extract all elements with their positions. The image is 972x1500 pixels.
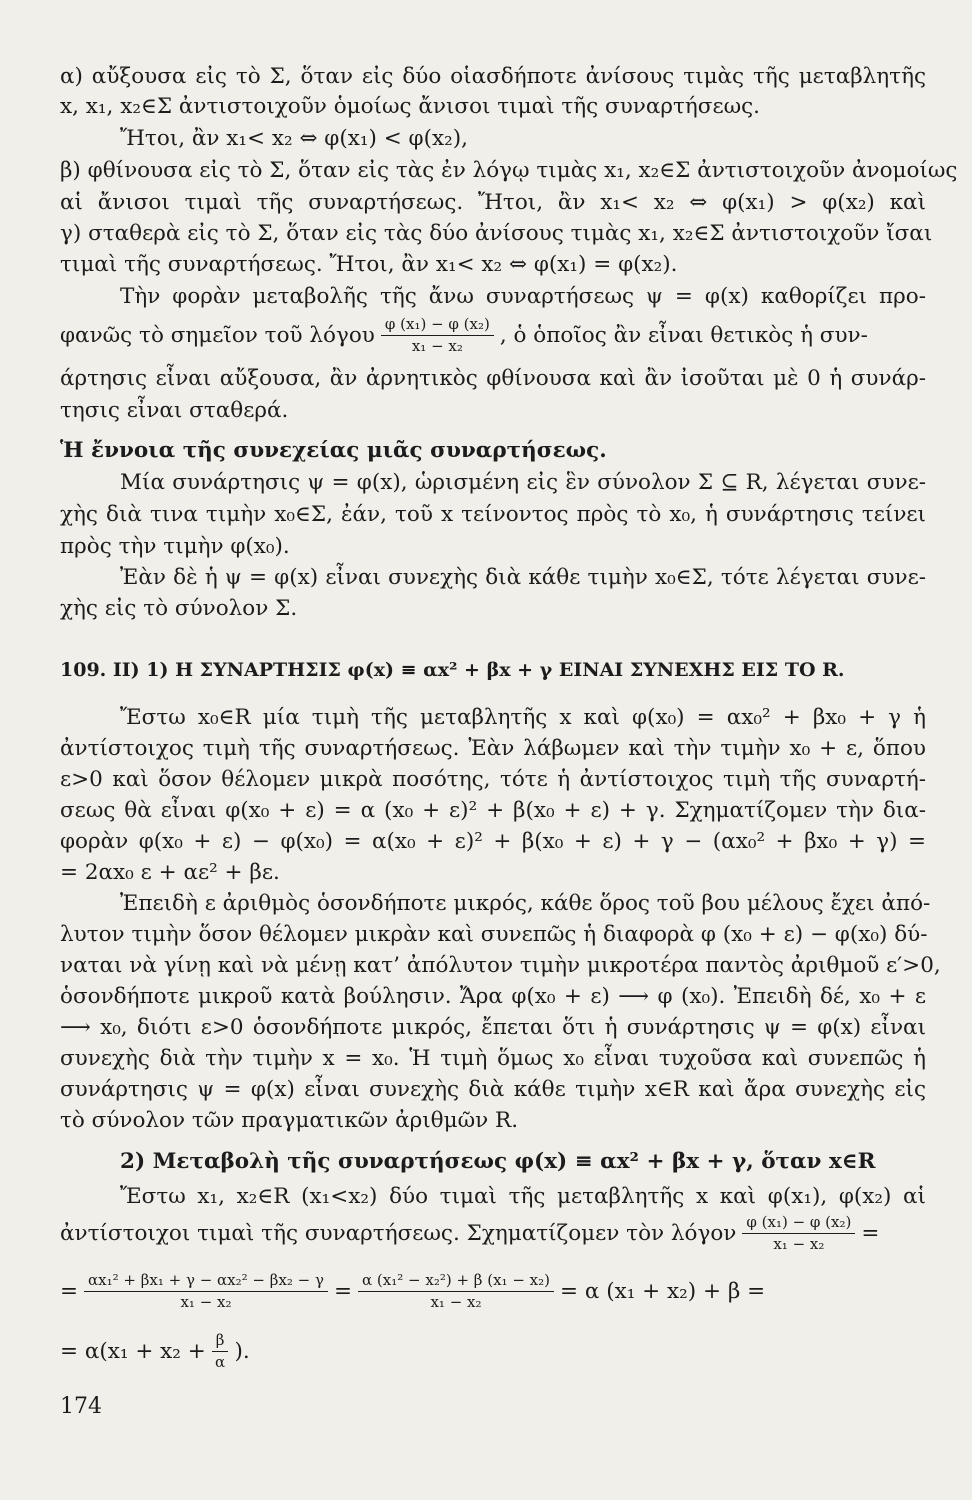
text-line: συνεχὴς διὰ τὴν τιμὴν x = x₀. Ἡ τιμὴ ὅμως x₀ εἶναι τυχοῦσα καὶ συνεπῶς ἡ xyxy=(60,1046,926,1071)
text-line: β) φθίνουσα εἰς τὸ Σ, ὅταν εἰς τὰς ἐν λόγῳ τιμὰς x₁, x₂∈Σ ἀντιστοιχοῦν ἀνομοίως xyxy=(60,158,958,183)
fraction-numerator: φ (x₁) − φ (x₂) xyxy=(381,317,494,336)
text-line-with-fraction xyxy=(60,1210,926,1256)
text-line: = 2αx₀ ε + αε² + βε. xyxy=(60,860,280,885)
fraction-denominator: x₁ − x₂ xyxy=(430,1292,482,1311)
text-line-with-fraction xyxy=(60,312,926,358)
fraction-numerator: α (x₁² − x₂²) + β (x₁ − x₂) xyxy=(358,1273,554,1292)
text-line: Ἐὰν δὲ ἡ ψ = φ(x) εἶναι συνεχὴς διὰ κάθε τιμὴν x₀∈Σ, τότε λέγεται συνε- xyxy=(120,565,926,590)
text-line: Τὴν φορὰν μεταβολῆς τῆς ἄνω συναρτήσεως ψ = φ(x) καθορίζει προ- xyxy=(120,284,926,309)
text-line: συνάρτησις ψ = φ(x) εἶναι συνεχὴς διὰ κάθε τιμὴν x∈R καὶ ἄρα συνεχὴς εἰς xyxy=(60,1077,926,1102)
text-line: αἱ ἄνισοι τιμαὶ τῆς συναρτήσεως. Ἤτοι, ἂν x₁< x₂ ⇔ φ(x₁) > φ(x₂) καὶ xyxy=(60,190,927,215)
fraction-numerator: αx₁² + βx₁ + γ − αx₂² − βx₂ − γ xyxy=(84,1273,328,1292)
equation-fraction xyxy=(84,1270,328,1311)
fraction-denominator: α xyxy=(215,1352,226,1371)
page-number: 174 xyxy=(60,1394,102,1419)
subsection-title: 2) Μεταβολὴ τῆς συναρτήσεως φ(x) ≡ αx² + βx + γ, ὅταν x∈R xyxy=(120,1149,876,1174)
fraction-denominator: x₁ − x₂ xyxy=(773,1234,825,1253)
text-line: Ἔστω x₁, x₂∈R (x₁<x₂) δύο τιμαὶ τῆς μεταβλητῆς x καὶ φ(x₁), φ(x₂) αἱ xyxy=(120,1184,926,1209)
text-line: Μία συνάρτησις ψ = φ(x), ὡρισμένη εἰς ἓν σύνολον Σ ⊆ R, λέγεται συνε- xyxy=(120,470,926,495)
text-fragment: φανῶς τὸ σημεῖον τοῦ λόγου xyxy=(60,322,375,348)
text-line: πρὸς τὴν τιμὴν φ(x₀). xyxy=(60,534,290,559)
text-line: ὁσονδήποτε μικροῦ κατὰ βούλησιν. Ἄρα φ(x₀ + ε) ⟶ φ (x₀). Ἐπειδὴ δέ, x₀ + ε xyxy=(60,984,926,1009)
text-line: τησις εἶναι σταθερά. xyxy=(60,398,289,423)
text-line: ⟶ x₀, διότι ε>0 ὁσονδήποτε μικρός, ἔπεται ὅτι ἡ συνάρτησις ψ = φ(x) εἶναι xyxy=(60,1015,926,1040)
fraction-numerator: β xyxy=(212,1333,229,1352)
text-fragment: = α (x₁ + x₂) + β = xyxy=(560,1278,766,1304)
fraction-denominator: x₁ − x₂ xyxy=(180,1292,232,1311)
fraction-numerator: φ (x₁) − φ (x₂) xyxy=(742,1215,855,1234)
equation-fraction xyxy=(358,1270,554,1311)
text-fragment: = xyxy=(861,1220,880,1246)
ratio-fraction xyxy=(381,314,494,355)
text-line: ε>0 καὶ ὅσον θέλομεν μικρὰ ποσότης, τότε ἡ ἀντίστοιχος τιμὴ τῆς συναρτή- xyxy=(60,767,926,792)
text-line: τὸ σύνολον τῶν πραγματικῶν ἀριθμῶν R. xyxy=(60,1108,519,1133)
text-line: άρτησις εἶναι αὔξουσα, ἂν ἀρνητικὸς φθίνουσα καὶ ἂν ἰσοῦται μὲ 0 ἡ συνάρ- xyxy=(60,366,926,391)
text-line: x, x₁, x₂∈Σ ἀντιστοιχοῦν ὁμοίως ἄνισοι τιμαὶ τῆς συναρτήσεως. xyxy=(60,94,761,119)
equation-line xyxy=(60,1266,926,1316)
section-heading: Ἡ ἔννοια τῆς συνεχείας μιᾶς συναρτήσεως. xyxy=(60,438,607,463)
text-line: Ἐπειδὴ ε ἀριθμὸς ὁσονδήποτε μικρός, κάθε ὅρος τοῦ βου μέλους ἔχει ἀπό- xyxy=(120,891,931,916)
text-fragment: ἀντίστοιχοι τιμαὶ τῆς συναρτήσεως. Σχηματίζομεν τὸν λόγον xyxy=(60,1220,737,1246)
fraction-denominator: x₁ − x₂ xyxy=(411,336,463,355)
text-line: χὴς εἰς τὸ σύνολον Σ. xyxy=(60,596,298,621)
text-line: α) αὔξουσα εἰς τὸ Σ, ὅταν εἰς δύο οἱασδήποτε ἀνίσους τιμὰς τῆς μεταβλητῆς xyxy=(60,64,926,89)
text-line: τιμαὶ τῆς συναρτήσεως. Ἤτοι, ἂν x₁< x₂ ⇔ φ(x₁) = φ(x₂). xyxy=(60,252,678,277)
equation-line xyxy=(60,1326,926,1376)
text-line: ἀντίστοιχος τιμὴ τῆς συναρτήσεως. Ἐὰν λάβωμεν καὶ τὴν τιμὴν x₀ + ε, ὅπου xyxy=(60,736,926,761)
text-line: ναται νὰ γίνῃ καὶ νὰ μένῃ κατ’ ἀπόλυτον τιμὴν μικροτέρα παντὸς ἀριθμοῦ ε′>0, xyxy=(60,953,941,978)
text-line: σεως θὰ εἶναι φ(x₀ + ε) = α (x₀ + ε)² + β(x₀ + ε) + γ. Σχηματίζομεν τὴν δια- xyxy=(60,798,926,823)
text-line: χὴς διὰ τινα τιμὴν x₀∈Σ, ἐάν, τοῦ x τείνοντος πρὸς τὸ x₀, ἡ συνάρτησις τείνει xyxy=(60,502,926,527)
text-fragment: = xyxy=(60,1278,79,1304)
section-title-109: 109. ΙΙ) 1) Η ΣΥΝΑΡΤΗΣΙΣ φ(x) ≡ αx² + βx + γ ΕΙΝΑΙ ΣΥΝΕΧΗΣ ΕΙΣ ΤΟ R. xyxy=(60,659,845,681)
text-line: Ἔστω x₀∈R μία τιμὴ τῆς μεταβλητῆς x καὶ φ(x₀) = αx₀² + βx₀ + γ ἡ xyxy=(120,705,926,730)
text-fragment: = xyxy=(334,1278,353,1304)
beta-over-alpha-fraction xyxy=(212,1330,229,1371)
text-line: γ) σταθερὰ εἰς τὸ Σ, ὅταν εἰς τὰς δύο ἀνίσους τιμὰς x₁, x₂∈Σ ἀντιστοιχοῦν ἴσαι xyxy=(60,221,933,246)
text-line: λυτον τιμὴν ὅσον θέλομεν μικρὰν καὶ συνεπῶς ἡ διαφορὰ φ (x₀ + ε) − φ(x₀) δύ- xyxy=(60,922,928,947)
text-fragment: ). xyxy=(234,1338,250,1364)
text-line: φορὰν φ(x₀ + ε) − φ(x₀) = α(x₀ + ε)² + β(x₀ + ε) + γ − (αx₀² + βx₀ + γ) = xyxy=(60,829,926,854)
text-fragment: , ὁ ὁποῖος ἂν εἶναι θετικὸς ἡ συν- xyxy=(499,322,868,348)
text-fragment: = α(x₁ + x₂ + xyxy=(60,1338,206,1364)
text-line: Ἤτοι, ἂν x₁< x₂ ⇔ φ(x₁) < φ(x₂), xyxy=(120,126,468,151)
ratio-fraction xyxy=(742,1212,855,1253)
